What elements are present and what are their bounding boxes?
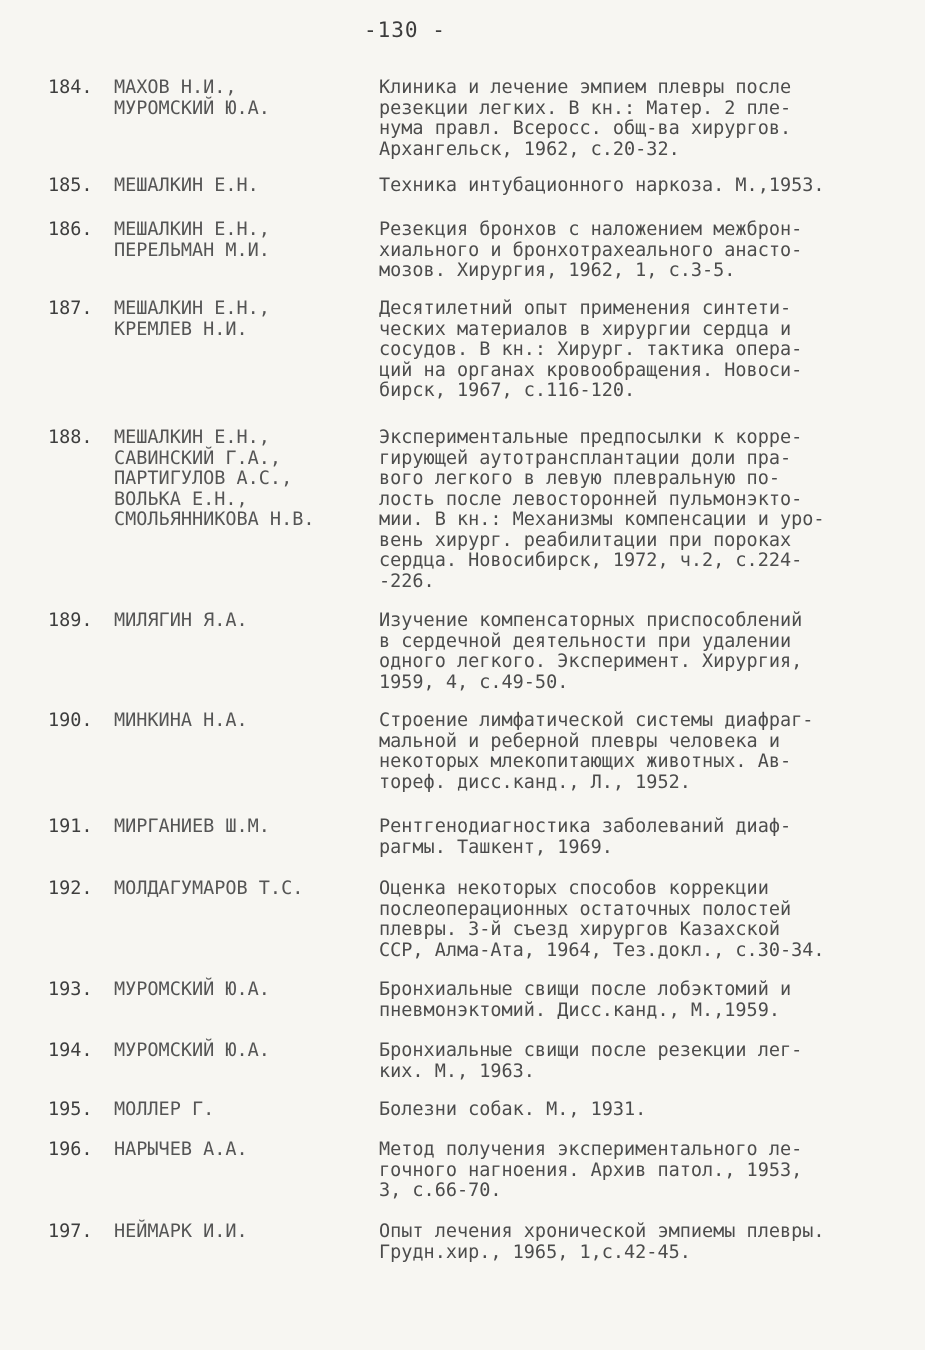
citation-line: Опыт лечения хронической эмпиемы плевры. xyxy=(379,1221,825,1242)
citation-line: послеоперационных остаточных полостей xyxy=(379,898,792,920)
author-name: МУРОМСКИЙ Ю.А. xyxy=(114,1040,270,1061)
citation-line: лость после левосторонней пульмонэкто- xyxy=(379,488,803,510)
entry-citation xyxy=(379,428,889,592)
citation-line: бирск, 1967, с.116-120. xyxy=(379,380,636,401)
entry-authors xyxy=(114,220,384,261)
entry-number: 184. xyxy=(48,77,93,98)
page-number: -130 - xyxy=(364,18,446,42)
citation-line: мальной и реберной плевры человека и xyxy=(379,730,780,752)
citation-line: Резекция бронхов с наложением межброн- xyxy=(379,219,803,240)
author-name: МОЛЛЕР Г. xyxy=(114,1099,215,1120)
entry-authors xyxy=(114,980,384,1001)
citation-line: вого легкого в левую плевральную по- xyxy=(379,468,780,489)
entry-citation xyxy=(379,1100,889,1121)
citation-line: Десятилетний опыт применения синтети- xyxy=(379,298,792,319)
entry-number: 189. xyxy=(48,610,93,631)
entry-number: 194. xyxy=(48,1040,93,1061)
citation-line: некоторых млекопитающих животных. Ав- xyxy=(379,751,792,772)
author-name: МУРОМСКИЙ Ю.А. xyxy=(114,979,270,1000)
citation-line: Грудн.хир., 1965, 1,с.42-45. xyxy=(379,1241,691,1263)
entry-authors xyxy=(114,817,384,838)
author-name: МИРГАНИЕВ Ш.М. xyxy=(114,816,270,837)
author-name: МЕШАЛКИН Е.Н., xyxy=(114,298,270,319)
entry-authors xyxy=(114,1100,384,1121)
citation-line: рагмы. Ташкент, 1969. xyxy=(379,836,613,858)
citation-line: пневмонэктомий. Дисс.канд., М.,1959. xyxy=(379,999,780,1021)
author-name: МОЛДАГУМАРОВ Т.С. xyxy=(114,878,304,899)
author-name: НЕЙМАРК И.И. xyxy=(114,1221,248,1242)
entry-number: 196. xyxy=(48,1139,93,1160)
author-name: МУРОМСКИЙ Ю.А. xyxy=(114,97,270,119)
entry-authors xyxy=(114,1041,384,1062)
author-name: МЕШАЛКИН Е.Н., xyxy=(114,427,270,448)
citation-line: 3, с.66-70. xyxy=(379,1180,502,1201)
author-name: ПЕРЕЛЬМАН М.И. xyxy=(114,239,270,261)
citation-line: ческих материалов в хирургии сердца и xyxy=(379,318,792,340)
entry-number: 187. xyxy=(48,298,93,319)
citation-line: сосудов. В кн.: Хирург. тактика опера- xyxy=(379,339,803,360)
entry-number: 186. xyxy=(48,219,93,240)
author-name: МЕШАЛКИН Е.Н., xyxy=(114,219,270,240)
entry-authors xyxy=(114,428,384,531)
author-name: СМОЛЬЯННИКОВА Н.В. xyxy=(114,509,315,530)
citation-line: ких. М., 1963. xyxy=(379,1060,535,1082)
citation-line: Бронхиальные свищи после резекции лег- xyxy=(379,1040,803,1061)
entry-citation xyxy=(379,299,889,402)
entry-authors xyxy=(114,879,384,900)
entry-authors xyxy=(114,611,384,632)
entry-citation xyxy=(379,1222,889,1263)
citation-line: Метод получения экспериментального ле- xyxy=(379,1139,803,1160)
entry-number: 197. xyxy=(48,1221,93,1242)
citation-line: сердца. Новосибирск, 1972, ч.2, с.224- xyxy=(379,550,803,571)
author-name: МЕШАЛКИН Е.Н. xyxy=(114,175,259,196)
citation-line: Экспериментальные предпосылки к корре- xyxy=(379,427,803,448)
citation-line: Техника интубационного наркоза. М.,1953. xyxy=(379,175,825,196)
entry-citation xyxy=(379,78,889,160)
entry-number: 195. xyxy=(48,1099,93,1120)
entry-citation xyxy=(379,220,889,282)
citation-line: мозов. Хирургия, 1962, 1, с.3-5. xyxy=(379,260,736,281)
entry-citation xyxy=(379,879,889,961)
citation-line: одного легкого. Эксперимент. Хирургия, xyxy=(379,651,803,672)
citation-line: Рентгенодиагностика заболеваний диаф- xyxy=(379,816,792,837)
entry-authors xyxy=(114,1222,384,1243)
citation-line: в сердечной деятельности при удалении xyxy=(379,630,792,652)
citation-line: Строение лимфатической системы диафраг- xyxy=(379,710,814,731)
citation-line: резекции легких. В кн.: Матер. 2 пле- xyxy=(379,97,792,119)
citation-line: гирующей аутотрансплантации доли пра- xyxy=(379,447,792,469)
author-name: МИНКИНА Н.А. xyxy=(114,710,248,731)
entry-number: 191. xyxy=(48,816,93,837)
author-name: САВИНСКИЙ Г.А., xyxy=(114,447,282,469)
entry-authors xyxy=(114,711,384,732)
entry-citation xyxy=(379,1041,889,1082)
entry-citation xyxy=(379,611,889,693)
entry-citation xyxy=(379,711,889,793)
citation-line: 1959, 4, с.49-50. xyxy=(379,671,569,693)
citation-line: Архангельск, 1962, с.20-32. xyxy=(379,138,680,160)
citation-line: мии. В кн.: Механизмы компенсации и уро- xyxy=(379,509,825,530)
entry-citation xyxy=(379,1140,889,1202)
author-name: МАХОВ Н.И., xyxy=(114,77,237,98)
citation-line: гочного нагноения. Архив патол., 1953, xyxy=(379,1159,803,1181)
entry-number: 190. xyxy=(48,710,93,731)
entry-citation xyxy=(379,176,889,197)
citation-line: ССР, Алма-Ата, 1964, Тез.докл., с.30-34. xyxy=(379,939,825,961)
entry-number: 192. xyxy=(48,878,93,899)
citation-line: Изучение компенсаторных приспособлений xyxy=(379,610,803,631)
author-name: ВОЛЬКА Е.Н., xyxy=(114,488,248,510)
citation-line: Клиника и лечение эмпием плевры после xyxy=(379,77,792,98)
citation-line: Болезни собак. М., 1931. xyxy=(379,1099,647,1120)
author-name: НАРЫЧЕВ А.А. xyxy=(114,1139,248,1160)
citation-line: тореф. дисс.канд., Л., 1952. xyxy=(379,771,691,793)
citation-line: вень хирург. реабилитации при пороках xyxy=(379,529,792,551)
citation-line: Оценка некоторых способов коррекции xyxy=(379,878,769,899)
citation-line: ций на органах кровообращения. Новоси- xyxy=(379,359,803,381)
entry-authors xyxy=(114,78,384,119)
citation-line: -226. xyxy=(379,570,435,592)
entry-number: 188. xyxy=(48,427,93,448)
entry-authors xyxy=(114,176,384,197)
citation-line: хиального и бронхотрахеального анасто- xyxy=(379,239,803,261)
entry-number: 193. xyxy=(48,979,93,1000)
author-name: МИЛЯГИН Я.А. xyxy=(114,610,248,631)
entry-authors xyxy=(114,299,384,340)
citation-line: плевры. 3-й съезд хирургов Казахской xyxy=(379,919,780,940)
entry-citation xyxy=(379,980,889,1021)
author-name: ПАРТИГУЛОВ А.С., xyxy=(114,468,293,489)
entry-number: 185. xyxy=(48,175,93,196)
citation-line: Бронхиальные свищи после лобэктомий и xyxy=(379,979,792,1000)
author-name: КРЕМЛЕВ Н.И. xyxy=(114,318,248,340)
entry-authors xyxy=(114,1140,384,1161)
citation-line: нума правл. Всеросс. общ-ва хирургов. xyxy=(379,118,792,139)
entry-citation xyxy=(379,817,889,858)
